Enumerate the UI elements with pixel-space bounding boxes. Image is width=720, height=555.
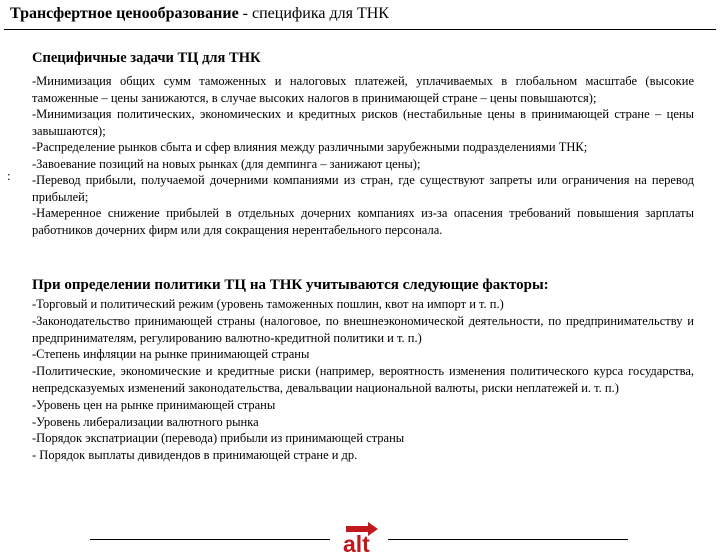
side-marker: : bbox=[7, 168, 11, 183]
task-item: -Распределение рынков сбыта и сфер влияния между различными зарубежными подразделениями ТНК; bbox=[32, 140, 588, 154]
slide-title bbox=[4, 2, 716, 30]
tasks-section bbox=[32, 49, 694, 238]
footer-rule-right bbox=[388, 539, 628, 540]
logo-text: alt bbox=[343, 531, 370, 554]
footer bbox=[0, 520, 720, 555]
task-item: -Завоевание позиций на новых рынках (для демпинга – занижают цены); bbox=[32, 156, 421, 171]
tasks-heading: Специфичные задачи ТЦ для ТНК bbox=[32, 50, 261, 66]
factor-item: -Законодательство принимающей страны (налоговое, по внешнеэкономической деятельности, по предпринимательству и предпринимателям, регулированию валютно-кредитной политики и т. п.) bbox=[32, 313, 694, 345]
alt-logo bbox=[338, 521, 384, 554]
factor-item: -Политические, экономические и кредитные риски (например, вероятность изменения политического курса государства, непредсказуемых изменений законодательства, девальвации национальной валюты, риски неплатежей и. т. п.) bbox=[32, 364, 694, 395]
factors-section bbox=[32, 276, 694, 464]
factor-item: -Уровень цен на рынке принимающей страны bbox=[32, 397, 276, 412]
factors-heading: При определении политики ТЦ на ТНК учитываются следующие факторы: bbox=[32, 277, 549, 293]
task-item: -Перевод прибыли, получаемой дочерними компаниями из стран, где существуют запреты или ограничения на перевод прибылей; bbox=[32, 173, 694, 204]
factor-item: -Торговый и политический режим (уровень таможенных пошлин, квот на импорт и т. п.) bbox=[32, 297, 504, 311]
factor-item: -Уровень либерализации валютного рынка bbox=[32, 414, 259, 429]
factor-item: -Порядок экспатриации (перевода) прибыли из принимающей страны bbox=[32, 431, 405, 446]
slide-title-bold: Трансфертное ценообразование bbox=[10, 5, 239, 22]
factor-item: -Степень инфляции на рынке принимающей страны bbox=[32, 347, 310, 362]
task-item: -Минимизация общих сумм таможенных и налоговых платежей, уплачиваемых в глобальном масштабе (высокие таможенные – цены занижаются, в случае высоких налогов в принимающей стране – цены повышаются); bbox=[32, 74, 694, 105]
slide-title-rest: - специфика для ТНК bbox=[238, 5, 389, 22]
task-item: -Намеренное снижение прибылей в отдельных дочерних компаниях из-за опасения требований повышения зарплаты работников дочерних фирм или для сокращения нерентабельного персонала. bbox=[32, 206, 694, 237]
footer-rule-left bbox=[90, 539, 330, 540]
task-item: -Минимизация политических, экономических и кредитных рисков (нестабильные цены в принимающей стране – цены завышаются); bbox=[32, 107, 694, 138]
factor-item: - Порядок выплаты дивидендов в принимающей стране и др. bbox=[32, 448, 358, 463]
